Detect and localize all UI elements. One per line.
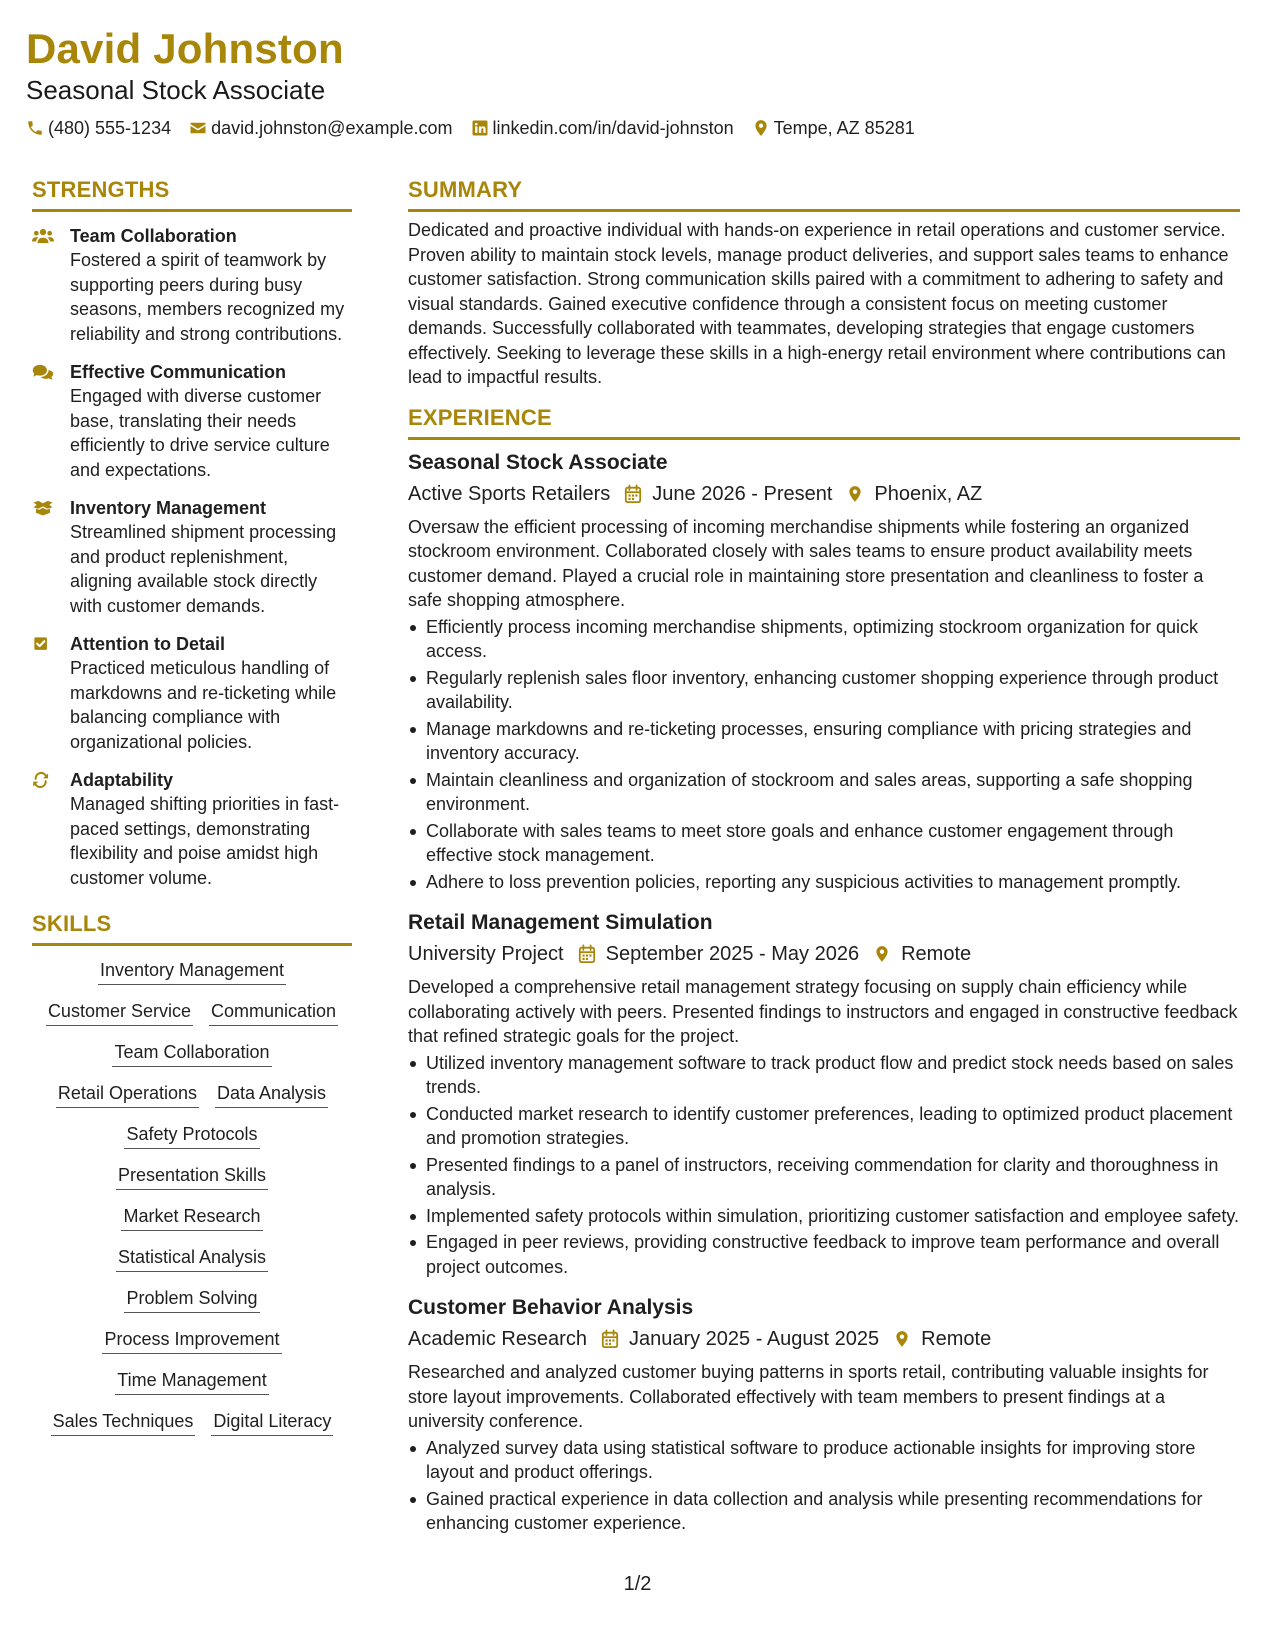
skill-tag: Customer Service	[46, 999, 193, 1026]
strength-desc: Streamlined shipment processing and product replenishment, aligning available stock directly with customer demands.	[70, 522, 337, 616]
skill-tag: Presentation Skills	[116, 1163, 268, 1190]
map-marker-icon	[752, 119, 770, 137]
bullet-item: Efficiently process incoming merchandise shipments, optimizing stockroom organization for quick access.	[408, 615, 1240, 664]
check-square-icon	[32, 635, 54, 653]
job-meta	[408, 1324, 1240, 1354]
job-title: Retail Management Simulation	[408, 911, 713, 934]
linkedin-link[interactable]: linkedin.com/in/david-johnston	[492, 118, 734, 138]
strength-item	[32, 360, 352, 482]
strengths-heading: STRENGTHS	[32, 176, 352, 212]
bullet-item: Utilized inventory management software to track product flow and predict stock needs based on sales trends.	[408, 1051, 1240, 1100]
skill-row	[38, 999, 346, 1026]
job-company: Academic Research	[408, 1328, 587, 1350]
skill-row	[43, 1409, 342, 1436]
job-meta	[408, 939, 1240, 969]
bullet-item: Conducted market research to identify customer preferences, leading to optimized product placement and promotion strategies.	[408, 1102, 1240, 1151]
skill-tag: Statistical Analysis	[116, 1245, 268, 1272]
job-title: Customer Behavior Analysis	[408, 1296, 694, 1319]
experience-entry	[408, 908, 1240, 1279]
strength-title: Effective Communication	[70, 362, 287, 382]
candidate-title: Seasonal Stock Associate	[26, 75, 326, 105]
contact-phone	[26, 116, 171, 140]
strength-desc: Engaged with diverse customer base, translating their needs efficiently to drive service culture and expectations.	[70, 386, 330, 480]
skill-tag: Process Improvement	[102, 1327, 281, 1354]
email-link[interactable]: david.johnston@example.com	[211, 118, 453, 138]
strength-title: Adaptability	[70, 770, 174, 790]
skill-row	[116, 1286, 267, 1313]
resume-header	[26, 22, 1249, 140]
contact-linkedin[interactable]	[471, 116, 734, 140]
bullet-item: Presented findings to a panel of instructors, receiving commendation for clarity and thoroughness in analysis.	[408, 1153, 1240, 1202]
strengths-list	[32, 224, 352, 890]
strength-item	[32, 632, 352, 754]
job-company: University Project	[408, 943, 564, 965]
skill-tag: Time Management	[115, 1368, 268, 1395]
bullet-item: Adhere to loss prevention policies, reporting any suspicious activities to management promptly.	[408, 870, 1240, 895]
job-bullets	[408, 1051, 1240, 1280]
job-location: Remote	[921, 1328, 992, 1350]
skill-row	[107, 1368, 276, 1395]
map-marker-icon	[893, 1329, 911, 1349]
left-column	[32, 176, 352, 1450]
skill-tag: Sales Techniques	[51, 1409, 196, 1436]
job-title: Seasonal Stock Associate	[408, 450, 668, 474]
users-icon	[32, 227, 54, 245]
skill-tag: Team Collaboration	[112, 1040, 271, 1067]
skill-row	[113, 1204, 270, 1231]
strength-desc: Practiced meticulous handling of markdowns and re-ticketing while balancing compliance with organizational policies.	[70, 658, 337, 752]
skill-tag: Communication	[209, 999, 338, 1026]
skill-tag: Problem Solving	[124, 1286, 259, 1313]
skill-tag: Market Research	[121, 1204, 262, 1231]
calendar-icon	[578, 944, 596, 964]
summary-text: Dedicated and proactive individual with hands-on experience in retail operations and customer service. Proven ability to maintain stock levels, manage product deliveries, and support sales teams to enhance customer satisfaction. Strong communication skills paired with a commitment to adhering to safety and visual standards. Gained executive confidence through a consistent focus on meeting customer demands. Successfully collaborated with teammates, developing strategies that engage customers effectively. Seeking to leverage these skills in a high-energy retail environment where contributions can lead to impactful results.	[408, 220, 1229, 387]
contact-email[interactable]	[189, 116, 452, 140]
job-dates: January 2025 - August 2025	[628, 1328, 880, 1350]
contact-location	[752, 116, 915, 140]
contact-bar	[26, 116, 1249, 140]
strength-desc: Fostered a spirit of teamwork by supporting peers during busy seasons, members recognized my reliability and strong contributions.	[70, 250, 345, 344]
skill-tag: Retail Operations	[56, 1081, 199, 1108]
skill-row	[48, 1081, 336, 1108]
sync-icon	[32, 771, 54, 789]
bullet-item: Gained practical experience in data collection and analysis while presenting recommendations for enhancing customer experience.	[408, 1487, 1240, 1536]
calendar-icon	[624, 484, 642, 504]
location-text: Tempe, AZ 85281	[773, 118, 915, 138]
job-dates: June 2026 - Present	[652, 482, 833, 505]
page-number: 1/2	[623, 1573, 652, 1595]
experience-entry	[408, 1293, 1240, 1536]
skill-row	[108, 1163, 276, 1190]
skills-heading: SKILLS	[32, 910, 352, 946]
skill-row	[104, 1040, 279, 1067]
skill-row	[94, 1327, 289, 1354]
job-description: Developed a comprehensive retail management strategy focusing on supply chain efficiency while collaborating actively with peers. Presented findings to instructors and engaged in constructive feedback that refined strategic goals for the project.	[408, 977, 1238, 1046]
strength-item	[32, 224, 352, 346]
strength-item	[32, 496, 352, 618]
skill-tag: Digital Literacy	[211, 1409, 333, 1436]
phone-icon	[26, 119, 44, 137]
job-description: Researched and analyzed customer buying patterns in sports retail, contributing valuable insights for store layout improvements. Collaborated effectively with team members to present findings at a university conference.	[408, 1362, 1209, 1431]
map-marker-icon	[873, 944, 891, 964]
bullet-item: Regularly replenish sales floor inventory, enhancing customer shopping experience through product availability.	[408, 666, 1240, 715]
comments-icon	[32, 363, 54, 381]
strength-title: Team Collaboration	[70, 226, 237, 246]
skills-list	[32, 958, 352, 1450]
skill-tag: Safety Protocols	[124, 1122, 259, 1149]
boxes-icon	[32, 499, 54, 517]
strength-title: Attention to Detail	[70, 634, 225, 654]
summary-heading: SUMMARY	[408, 176, 1240, 212]
experience-entry	[408, 448, 1240, 895]
strength-title: Inventory Management	[70, 498, 267, 518]
job-description: Oversaw the efficient processing of incoming merchandise shipments while fostering an organized stockroom environment. Collaborated closely with sales teams to ensure product availability meets customer demand. Played a crucial role in maintaining store presentation and cleanliness to foster a safe shopping atmosphere.	[408, 516, 1204, 610]
map-marker-icon	[846, 484, 864, 504]
right-column	[408, 176, 1240, 1538]
skill-row	[108, 1245, 276, 1272]
calendar-icon	[601, 1329, 619, 1349]
strength-desc: Managed shifting priorities in fast-paced settings, demonstrating flexibility and poise amidst high customer volume.	[70, 794, 340, 888]
strength-item	[32, 768, 352, 890]
linkedin-icon	[471, 119, 489, 137]
bullet-item: Engaged in peer reviews, providing constructive feedback to improve team performance and overall project outcomes.	[408, 1230, 1240, 1279]
skill-row	[90, 958, 294, 985]
bullet-item: Maintain cleanliness and organization of stockroom and sales areas, supporting a safe shopping environment.	[408, 768, 1240, 817]
candidate-name: David Johnston	[26, 25, 344, 72]
bullet-item: Implemented safety protocols within simulation, prioritizing customer satisfaction and employee safety.	[408, 1204, 1240, 1229]
job-company: Active Sports Retailers	[408, 482, 611, 505]
job-location: Remote	[901, 943, 972, 965]
skill-row	[116, 1122, 267, 1149]
job-bullets	[408, 1436, 1240, 1536]
job-location: Phoenix, AZ	[874, 482, 983, 505]
bullet-item: Analyzed survey data using statistical software to produce actionable insights for improving store layout and product offerings.	[408, 1436, 1240, 1485]
job-dates: September 2025 - May 2026	[605, 943, 860, 965]
bullet-item: Collaborate with sales teams to meet store goals and enhance customer engagement through effective stock management.	[408, 819, 1240, 868]
experience-heading: EXPERIENCE	[408, 404, 1240, 440]
skill-tag: Inventory Management	[98, 958, 286, 985]
job-bullets	[408, 615, 1240, 895]
skill-tag: Data Analysis	[215, 1081, 328, 1108]
envelope-icon	[189, 119, 207, 137]
phone-text: (480) 555-1234	[48, 118, 172, 138]
bullet-item: Manage markdowns and re-ticketing processes, ensuring compliance with pricing strategies and inventory accuracy.	[408, 717, 1240, 766]
job-meta	[408, 479, 1240, 509]
